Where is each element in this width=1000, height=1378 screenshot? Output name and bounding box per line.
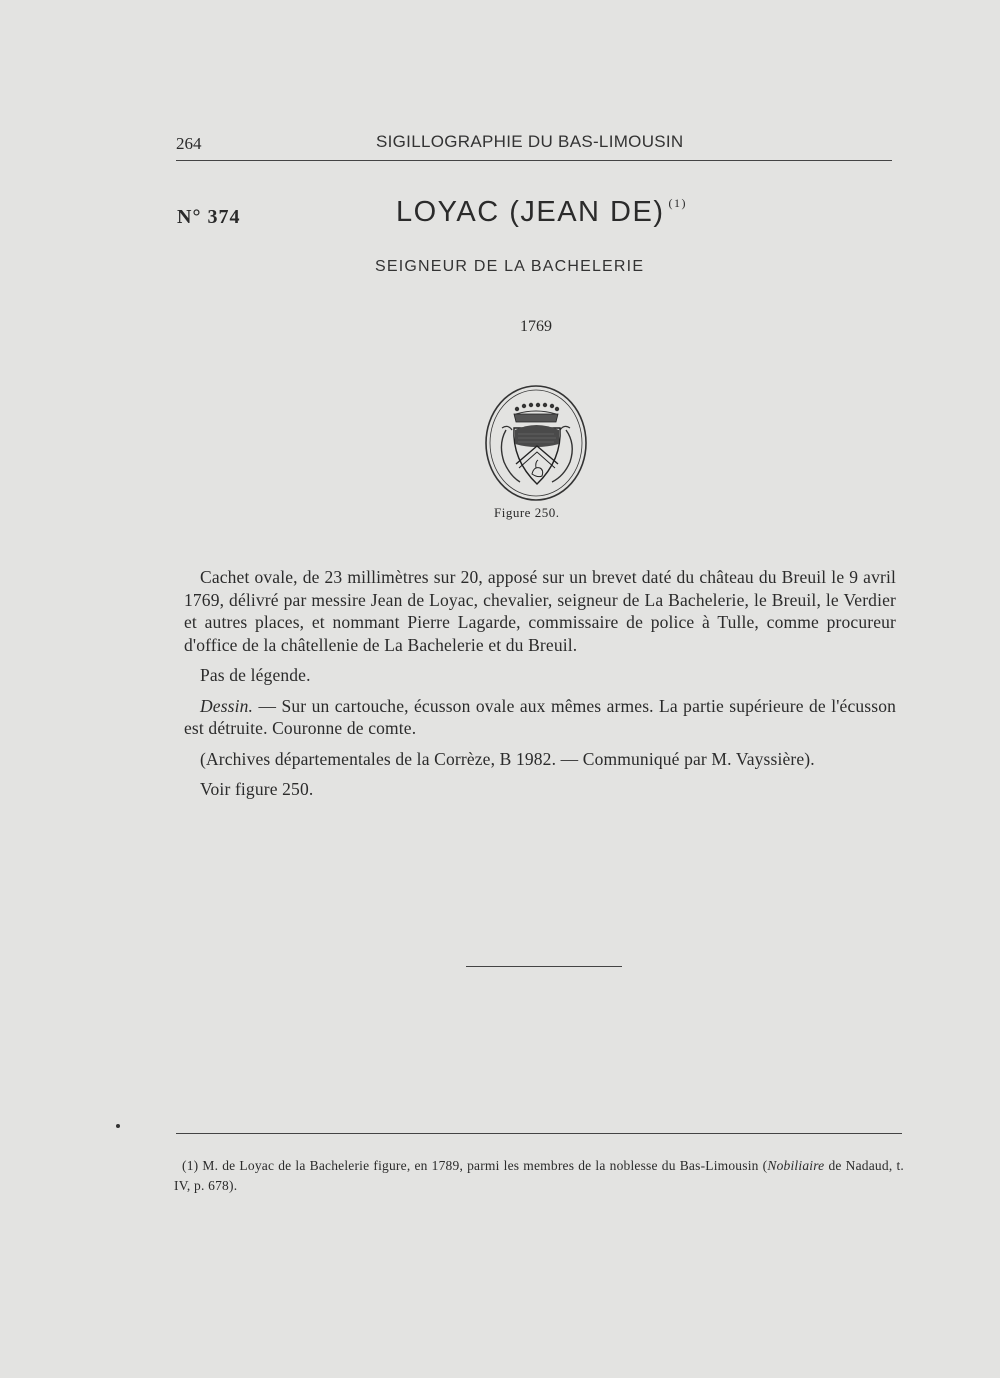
running-title: SIGILLOGRAPHIE DU BAS-LIMOUSIN <box>376 132 684 151</box>
entry-title <box>396 196 687 229</box>
entry-number: N° 374 <box>177 206 241 228</box>
body-paragraph: Pas de légende. <box>200 665 311 685</box>
body-paragraph: Cachet ovale, de 23 millimètres sur 20, apposé sur un brevet daté du château du Breuil le 9 avril 1769, délivré par messire Jean de Loyac, chevalier, seigneur de La Bachelerie, le Breuil, le Verdier et autres places, et nommant Pierre Lagarde, commissaire de police à Tulle, comme procureur d'office de la châtellenie de La Bachelerie et du Breuil. <box>184 567 896 655</box>
footnote-italic: Nobiliaire <box>767 1158 825 1173</box>
figure-caption: Figure 250. <box>494 505 560 520</box>
body-paragraph: Voir figure 250. <box>200 779 314 799</box>
entry-subtitle: SEIGNEUR DE LA BACHELERIE <box>375 258 645 275</box>
entry-title-text: LOYAC (JEAN DE) <box>396 196 665 228</box>
footnote-text-after: de Nadaud, t. IV, p. 678). <box>174 1158 904 1193</box>
running-head <box>176 132 892 158</box>
body-paragraph <box>184 695 896 740</box>
body-text <box>184 566 896 809</box>
footnote-rule <box>176 1133 902 1134</box>
margin-mark <box>116 1124 120 1128</box>
dessin-label: Dessin. <box>200 695 254 716</box>
entry-year: 1769 <box>520 318 552 335</box>
seal-figure <box>484 384 588 502</box>
footnote-text-before: (1) M. de Loyac de la Bachelerie figure, en 1789, parmi les membres de la noblesse du Bas-Limousin ( <box>182 1158 768 1173</box>
footnote <box>174 1156 904 1196</box>
section-end-rule <box>466 966 622 967</box>
dessin-text: — Sur un cartouche, écusson ovale aux mêmes armes. La partie supérieure de l'écusson est détruite. Couronne de comte. <box>184 695 896 738</box>
header-rule <box>176 160 892 161</box>
body-paragraph: (Archives départementales de la Corrèze, B 1982. — Communiqué par M. Vayssière). <box>200 748 815 769</box>
footnote-text <box>174 1156 904 1196</box>
page-number: 264 <box>176 134 202 153</box>
entry-title-note: (1) <box>668 196 688 210</box>
